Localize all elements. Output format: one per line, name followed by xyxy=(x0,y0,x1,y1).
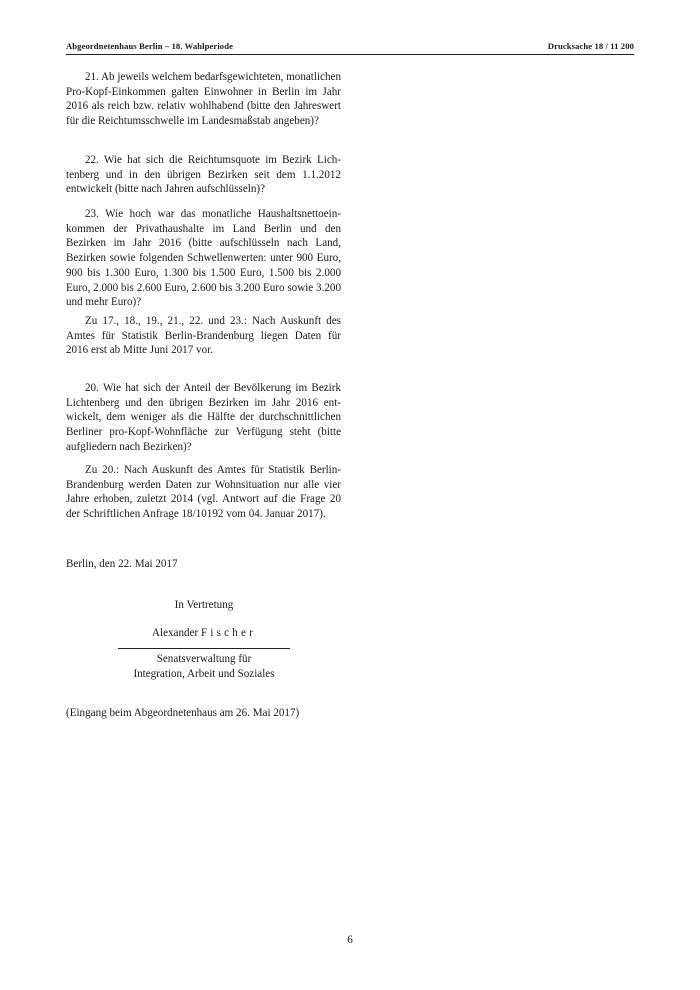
signature-rule xyxy=(118,648,290,649)
signer-name xyxy=(118,626,290,641)
receipt-note: (Eingang beim Abgeordnetenhaus am 26. Mai 2017) xyxy=(66,707,300,719)
signer-first-name: Alexander xyxy=(151,627,199,639)
header-document-number: Drucksache 18 / 11 200 xyxy=(547,41,634,51)
page-header xyxy=(66,41,634,55)
page-number: 6 xyxy=(347,934,353,946)
question-22-block xyxy=(66,153,341,197)
answer-17-23-block xyxy=(66,314,341,358)
question-20-block xyxy=(66,381,341,455)
question-21-block xyxy=(66,70,341,129)
question-22: 22. Wie hat sich die Reichtumsquote im Bezirk Lichtenberg und in den übrigen Bezirken seit dem 1.1.2012 entwickelt (bitte nach Jahren aufschlüsseln)? xyxy=(66,154,341,196)
representation-line: In Vertretung xyxy=(174,599,234,611)
header-divider xyxy=(66,54,634,55)
question-21: 21. Ab jeweils welchem bedarfsgewichteten, monatlichen Pro-Kopf-Einkommen galten Einwohner in Berlin im Jahr 2016 als reich bzw. relativ wohlhabend (bitte den Jahreswert für die Reichtumsschwelle im Landesmaßstab angeben)? xyxy=(66,71,341,128)
question-23: 23. Wie hoch war das monatliche Haushaltsnettoeinkommen der Privathaushalte im Land Berlin und den Bezirken im Jahr 2016 (bitte aufschlüsseln nach Land, Bezirken sowie folgenden Schwellenwerten: unter 900 Euro, 900 bis 1.300 Euro, 1.300 bis 1.500 Euro, 1.500 bis 2.000 Euro, 2.000 bis 2.600 Euro, 2.600 bis 3.200 Euro sowie 3.200 und mehr Euro)? xyxy=(66,208,341,309)
question-20: 20. Wie hat sich der Anteil der Bevölkerung im Bezirk Lichtenberg und den übrigen Bezirken im Jahr 2016 entwickelt, dem weniger als die Hälfte der durchschnittlichen Berliner pro-Kopf-Wohnfläche zur Verfügung steht (bitte aufgliedern nach Bezirken)? xyxy=(66,382,341,453)
answer-20-block xyxy=(66,463,341,522)
answer-17-23: Zu 17., 18., 19., 21., 22. und 23.: Nach Auskunft des Amtes für Statistik Berlin-Brandenburg liegen Daten für 2016 erst ab Mitte Juni 2017 vor. xyxy=(66,315,341,357)
department-block xyxy=(118,652,290,681)
question-23-block xyxy=(66,207,341,310)
signer-last-name: Fischer xyxy=(200,627,257,639)
department-line-1: Senatsverwaltung für xyxy=(156,653,252,665)
date-line: Berlin, den 22. Mai 2017 xyxy=(66,558,178,570)
department-line-2: Integration, Arbeit und Soziales xyxy=(133,667,275,680)
header-parliament-title: Abgeordnetenhaus Berlin – 18. Wahlperiode xyxy=(66,41,233,51)
answer-20: Zu 20.: Nach Auskunft des Amtes für Statistik Berlin-Brandenburg werden Daten zur Wohnsituation nur alle vier Jahre erhoben, zuletzt 2014 (vgl. Antwort auf die Frage 20 der Schriftlichen Anfrage 18/10192 vom 04. Januar 2017). xyxy=(66,464,341,521)
